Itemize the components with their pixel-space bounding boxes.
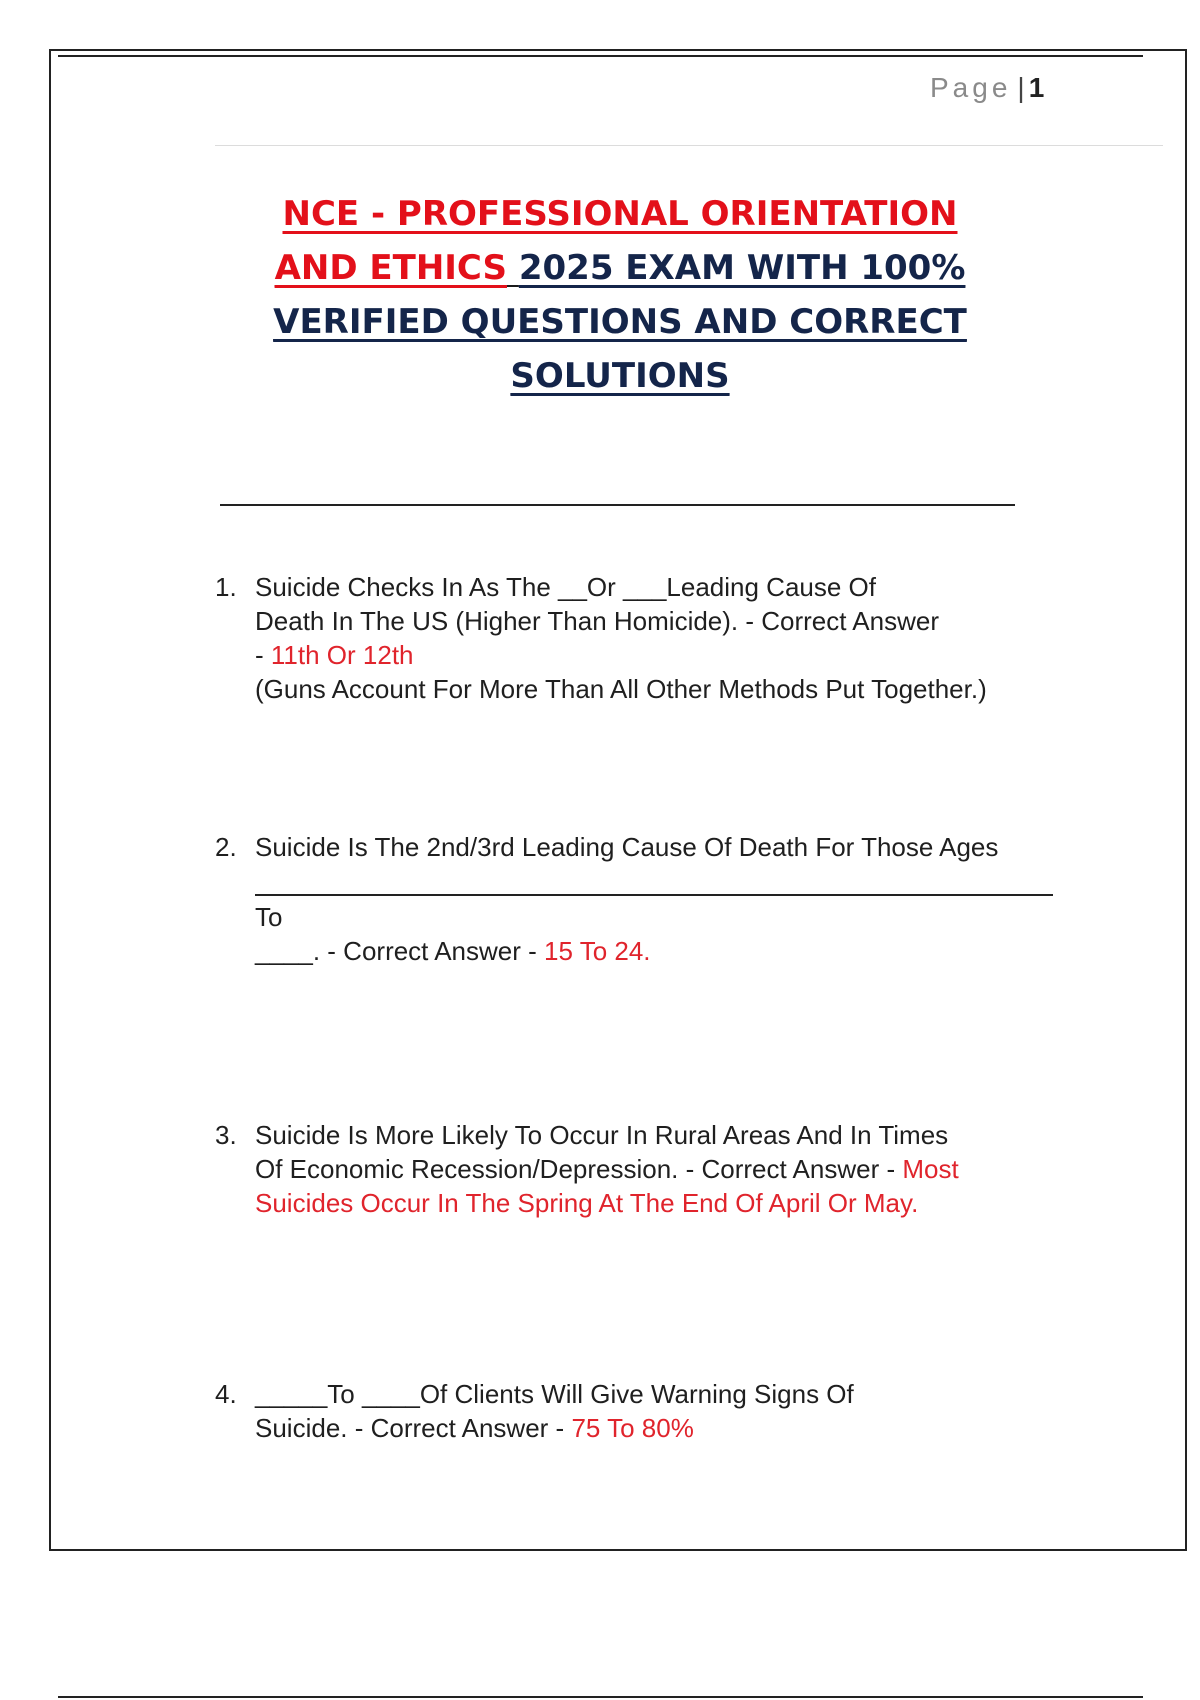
question-1: [215, 570, 1075, 706]
title-divider: [220, 504, 1015, 506]
question-3: [215, 1118, 1075, 1220]
title-red-line1: NCE - PROFESSIONAL ORIENTATION: [282, 194, 958, 234]
document-title: [225, 187, 1015, 403]
correct-answer: 11th Or 12th: [270, 640, 414, 670]
page-label: Page: [930, 72, 1012, 103]
correct-answer: Most Suicides Occur In The Spring At The End Of April Or May.: [255, 1154, 959, 1218]
question-number: 3.: [215, 1120, 237, 1150]
answer-blank-line: [255, 894, 1053, 896]
question-number: 4.: [215, 1379, 237, 1409]
page-number-value: 1: [1028, 72, 1045, 103]
correct-answer: 75 To 80%: [571, 1413, 694, 1443]
page-separator: |: [1017, 72, 1025, 103]
question-text: _____To ____Of Clients Will Give Warning Signs Of Suicide. - Correct Answer -: [255, 1379, 854, 1443]
correct-answer: 15 To 24.: [544, 936, 651, 966]
header-rule: [215, 145, 1163, 146]
page-number: [930, 72, 1044, 104]
question-text: Suicide Is The 2nd/3rd Leading Cause Of Death For Those Ages: [255, 832, 999, 862]
question-text-after-line: To: [255, 902, 283, 932]
question-text-end: ____. - Correct Answer -: [255, 936, 537, 966]
title-navy-part: 2025 EXAM WITH 100% VERIFIED QUESTIONS AND CORRECT SOLUTIONS: [273, 248, 967, 396]
bottom-rule: [58, 1696, 1143, 1698]
question-text: Suicide Is More Likely To Occur In Rural Areas And In Times Of Economic Recession/Depression. - Correct Answer -: [255, 1120, 949, 1184]
question-number: 2.: [215, 832, 237, 862]
question-number: 1.: [215, 572, 237, 602]
question-2: [215, 830, 1075, 968]
title-red-line2: AND ETHICS: [274, 248, 507, 288]
question-4: [215, 1377, 1075, 1445]
question-note: (Guns Account For More Than All Other Methods Put Together.): [255, 674, 987, 704]
question-text: Suicide Checks In As The __Or ___Leading Cause Of Death In The US (Higher Than Homicide). - Correct Answer -: [255, 572, 939, 670]
